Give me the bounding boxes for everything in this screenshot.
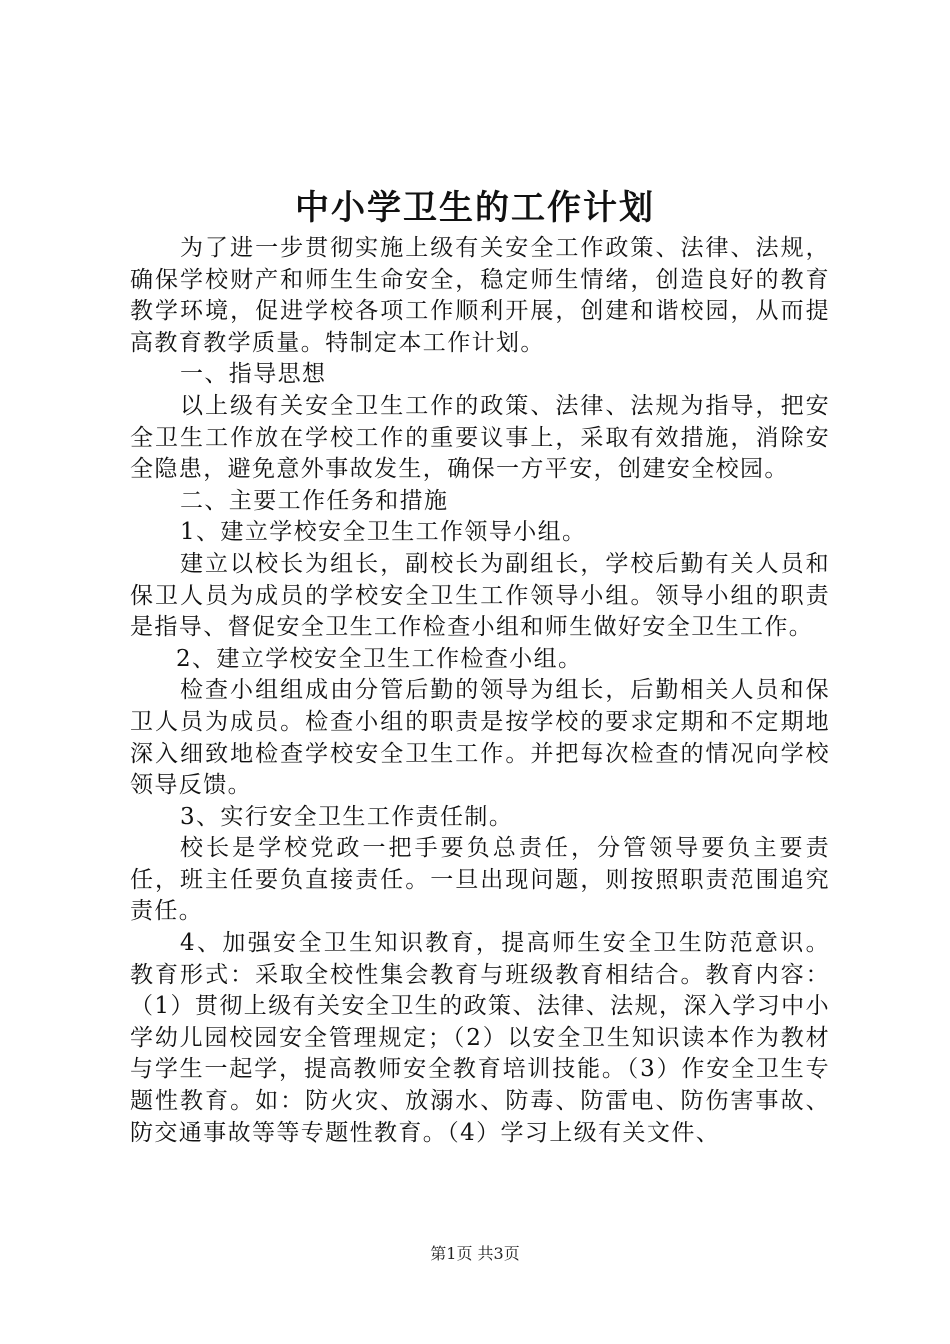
- document-title: 中小学卫生的工作计划: [295, 188, 655, 228]
- intro-paragraph: 为了进一步贯彻实施上级有关安全工作政策、法律、法规，确保学校财产和师生生命安全，稳定师生情绪，创造良好的教育教学环境，促进学校各项工作顺利开展，创建和谐校园，从而提高教育教学质量。特制定本工作计划。: [130, 235, 830, 356]
- section-heading-main-tasks: 二、主要工作任务和措施: [180, 487, 449, 514]
- section-heading-guiding-principle: 一、指导思想: [180, 361, 327, 388]
- task-1-paragraph: 建立以校长为组长，副校长为副组长，学校后勤有关人员和保卫人员为成员的学校安全卫生工作领导小组。领导小组的职责是指导、督促安全卫生工作检查小组和师生做好安全卫生工作。: [130, 550, 830, 641]
- page-footer: 第1页 共3页: [430, 1244, 520, 1263]
- task-heading-3: 3、实行安全卫生工作责任制。: [180, 803, 514, 830]
- task-4-paragraph: 4、加强安全卫生知识教育，提高师生安全卫生防范意识。教育形式：采取全校性集会教育与班级教育相结合。教育内容：（1）贯彻上级有关安全卫生的政策、法律、法规，深入学习中小学幼儿园校园安全管理规定；（2）以安全卫生知识读本作为教材与学生一起学，提高教师安全教育培训技能。（3）作安全卫生专题性教育。如：防火灾、放溺水、防毒、防雷电、防伤害事故、防交通事故等等专题性教育。（4）学习上级有关文件、: [130, 930, 830, 1146]
- task-heading-2: 2、建立学校安全卫生工作检查小组。: [176, 645, 583, 672]
- task-heading-1: 1、建立学校安全卫生工作领导小组。: [180, 519, 587, 546]
- document-body: [130, 233, 830, 1149]
- guiding-principle-paragraph: 以上级有关安全卫生工作的政策、法律、法规为指导，把安全卫生工作放在学校工作的重要议事上，采取有效措施，消除安全隐患，避免意外事故发生，确保一方平安，创建安全校园。: [130, 392, 830, 483]
- task-3-paragraph: 校长是学校党政一把手要负总责任，分管领导要负主要责任，班主任要负直接责任。一旦出现问题，则按照职责范围追究责任。: [130, 835, 830, 925]
- task-2-paragraph: 检查小组组成由分管后勤的领导为组长，后勤相关人员和保卫人员为成员。检查小组的职责是按学校的要求定期和不定期地深入细致地检查学校安全卫生工作。并把每次检查的情况向学校领导反馈。: [130, 677, 830, 799]
